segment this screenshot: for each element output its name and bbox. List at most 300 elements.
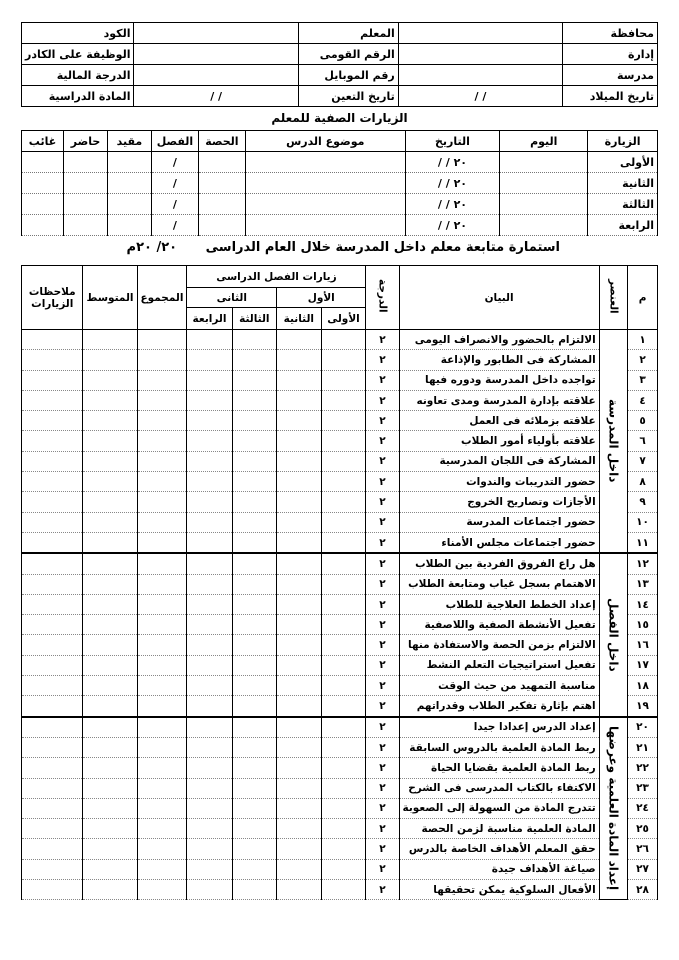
row-number: ٥ xyxy=(628,411,658,431)
row-statement: تفعيل الأنشطة الصفية واللاصفية xyxy=(399,615,599,635)
score-cell xyxy=(187,717,232,738)
score-cell xyxy=(277,390,322,410)
evaluation-row xyxy=(22,778,658,798)
evaluation-row xyxy=(22,758,658,778)
score-cell xyxy=(277,350,322,370)
evaluation-row xyxy=(22,717,658,738)
score-cell xyxy=(187,411,232,431)
row-grade: ٢ xyxy=(366,880,399,900)
visit-present xyxy=(64,173,108,194)
row-statement: المادة العلمية مناسبة لزمن الحصة xyxy=(399,819,599,839)
score-cell xyxy=(277,696,322,717)
evaluation-row xyxy=(22,472,658,492)
header-label: محافظة xyxy=(563,23,658,44)
evaluation-row xyxy=(22,798,658,818)
row-number: ١٥ xyxy=(628,615,658,635)
score-cell xyxy=(187,431,232,451)
score-cell xyxy=(321,512,366,532)
score-cell xyxy=(232,492,277,512)
score-cell xyxy=(83,574,137,594)
score-cell xyxy=(22,431,83,451)
header-row xyxy=(22,44,658,65)
score-cell xyxy=(137,717,187,738)
row-statement: الأفعال السلوكية يمكن تحقيقها xyxy=(399,880,599,900)
score-cell xyxy=(187,574,232,594)
score-cell xyxy=(187,594,232,614)
visit-day xyxy=(500,194,588,215)
score-cell xyxy=(83,472,137,492)
visits-col-header: التاريخ xyxy=(405,131,500,152)
score-cell xyxy=(137,532,187,553)
row-statement: علاقته بإدارة المدرسة ومدى تعاونه xyxy=(399,390,599,410)
header-label: المعلم xyxy=(298,23,398,44)
row-grade: ٢ xyxy=(366,615,399,635)
row-grade: ٢ xyxy=(366,492,399,512)
col-total: المجموع xyxy=(137,266,187,330)
evaluation-row xyxy=(22,512,658,532)
score-cell xyxy=(277,655,322,675)
score-cell xyxy=(22,472,83,492)
score-cell xyxy=(277,615,322,635)
score-cell xyxy=(22,411,83,431)
score-cell xyxy=(232,859,277,879)
score-cell xyxy=(187,532,232,553)
score-cell xyxy=(83,758,137,778)
score-cell xyxy=(137,798,187,818)
col-second-term: الثانى xyxy=(187,288,277,308)
score-cell xyxy=(83,859,137,879)
evaluation-row xyxy=(22,859,658,879)
visit-present xyxy=(64,215,108,236)
score-cell xyxy=(187,492,232,512)
score-cell xyxy=(187,676,232,696)
score-cell xyxy=(321,839,366,859)
score-cell xyxy=(277,370,322,390)
score-cell xyxy=(187,778,232,798)
score-cell xyxy=(232,778,277,798)
row-statement: حضور التدريبات والندوات xyxy=(399,472,599,492)
row-number: ١٩ xyxy=(628,696,658,717)
col-statement: البيان xyxy=(399,266,599,330)
row-number: ٢٦ xyxy=(628,839,658,859)
row-grade: ٢ xyxy=(366,798,399,818)
row-number: ٨ xyxy=(628,472,658,492)
row-grade: ٢ xyxy=(366,839,399,859)
evaluation-row xyxy=(22,737,658,757)
score-cell xyxy=(137,819,187,839)
visit-enrolled xyxy=(107,173,151,194)
score-cell xyxy=(321,778,366,798)
score-cell xyxy=(232,717,277,738)
visit-day xyxy=(500,215,588,236)
score-cell xyxy=(187,615,232,635)
score-cell xyxy=(321,594,366,614)
score-cell xyxy=(321,431,366,451)
visit-topic xyxy=(245,152,405,173)
score-cell xyxy=(277,512,322,532)
row-statement: علاقته بأولياء أمور الطلاب xyxy=(399,431,599,451)
score-cell xyxy=(321,655,366,675)
row-grade: ٢ xyxy=(366,655,399,675)
evaluation-row xyxy=(22,819,658,839)
score-cell xyxy=(277,492,322,512)
score-cell xyxy=(83,737,137,757)
score-cell xyxy=(321,615,366,635)
evaluation-row xyxy=(22,411,658,431)
score-cell xyxy=(321,737,366,757)
row-statement: اهتم بإثارة تفكير الطلاب وقدراتهم xyxy=(399,696,599,717)
score-cell xyxy=(277,635,322,655)
row-statement: مناسبة التمهيد من حيث الوقت xyxy=(399,676,599,696)
score-cell xyxy=(321,798,366,818)
row-grade: ٢ xyxy=(366,553,399,574)
score-cell xyxy=(22,553,83,574)
score-cell xyxy=(187,655,232,675)
score-cell xyxy=(187,635,232,655)
header-field xyxy=(398,65,562,86)
row-number: ١٤ xyxy=(628,594,658,614)
visit-name: الأولى xyxy=(588,152,658,173)
evaluation-row xyxy=(22,370,658,390)
score-cell xyxy=(232,553,277,574)
visits-col-header: الحصة xyxy=(198,131,245,152)
row-number: ٢ xyxy=(628,350,658,370)
score-cell xyxy=(22,737,83,757)
score-cell xyxy=(83,431,137,451)
evaluation-row xyxy=(22,655,658,675)
score-cell xyxy=(83,451,137,471)
score-cell xyxy=(22,819,83,839)
row-grade: ٢ xyxy=(366,635,399,655)
row-grade: ٢ xyxy=(366,717,399,738)
score-cell xyxy=(277,880,322,900)
row-grade: ٢ xyxy=(366,411,399,431)
row-grade: ٢ xyxy=(366,778,399,798)
score-cell xyxy=(232,370,277,390)
score-cell xyxy=(187,370,232,390)
score-cell xyxy=(83,717,137,738)
score-cell xyxy=(321,819,366,839)
visit-class: / xyxy=(151,152,198,173)
visit-present xyxy=(64,152,108,173)
score-cell xyxy=(187,819,232,839)
score-cell xyxy=(232,594,277,614)
score-cell xyxy=(83,532,137,553)
evaluation-row xyxy=(22,350,658,370)
score-cell xyxy=(83,411,137,431)
score-cell xyxy=(232,532,277,553)
visit-date: ٢٠ / / xyxy=(405,194,500,215)
score-cell xyxy=(277,431,322,451)
col-number: م xyxy=(628,266,658,330)
header-label: الدرجة المالية xyxy=(22,65,134,86)
score-cell xyxy=(187,839,232,859)
score-cell xyxy=(232,635,277,655)
visits-row xyxy=(22,194,658,215)
score-cell xyxy=(187,350,232,370)
score-cell xyxy=(277,839,322,859)
score-cell xyxy=(321,880,366,900)
visits-row xyxy=(22,152,658,173)
row-statement: علاقته بزملائه فى العمل xyxy=(399,411,599,431)
row-number: ٢١ xyxy=(628,737,658,757)
score-cell xyxy=(232,798,277,818)
score-cell xyxy=(277,330,322,350)
score-cell xyxy=(22,594,83,614)
visit-enrolled xyxy=(107,194,151,215)
score-cell xyxy=(321,553,366,574)
visits-col-header: الزيارة xyxy=(588,131,658,152)
visits-col-header: موضوع الدرس xyxy=(245,131,405,152)
evaluation-row xyxy=(22,594,658,614)
col-notes: ملاحظات الزيارات xyxy=(22,266,83,330)
score-cell xyxy=(22,330,83,350)
visit-name: الرابعة xyxy=(588,215,658,236)
score-cell xyxy=(22,574,83,594)
score-cell xyxy=(83,676,137,696)
score-cell xyxy=(321,532,366,553)
visit-absent xyxy=(22,215,64,236)
row-statement: ربط المادة العلمية بقضايا الحياة xyxy=(399,758,599,778)
score-cell xyxy=(321,451,366,471)
score-cell xyxy=(187,880,232,900)
visits-row xyxy=(22,215,658,236)
visit-date: ٢٠ / / xyxy=(405,173,500,194)
col-average: المتوسط xyxy=(83,266,137,330)
header-label: المادة الدراسية xyxy=(22,86,134,107)
teacher-info-table xyxy=(21,22,658,107)
row-grade: ٢ xyxy=(366,330,399,350)
row-number: ٧ xyxy=(628,451,658,471)
header-field xyxy=(134,65,298,86)
score-cell xyxy=(187,451,232,471)
header-label: إدارة xyxy=(563,44,658,65)
score-cell xyxy=(22,676,83,696)
row-statement: هل راع الفروق الفردية بين الطلاب xyxy=(399,553,599,574)
visits-col-header: اليوم xyxy=(500,131,588,152)
score-cell xyxy=(321,411,366,431)
score-cell xyxy=(277,798,322,818)
evaluation-row xyxy=(22,676,658,696)
score-cell xyxy=(321,330,366,350)
score-cell xyxy=(321,696,366,717)
score-cell xyxy=(22,839,83,859)
score-cell xyxy=(137,472,187,492)
score-cell xyxy=(137,390,187,410)
score-cell xyxy=(277,532,322,553)
visits-row xyxy=(22,173,658,194)
score-cell xyxy=(321,370,366,390)
visit-absent xyxy=(22,194,64,215)
score-cell xyxy=(321,350,366,370)
row-grade: ٢ xyxy=(366,758,399,778)
score-cell xyxy=(321,390,366,410)
visit-absent xyxy=(22,173,64,194)
visit-period xyxy=(198,215,245,236)
row-statement: تفعيل استراتيجيات التعلم النشط xyxy=(399,655,599,675)
row-grade: ٢ xyxy=(366,370,399,390)
header-label: تاريخ التعين xyxy=(298,86,398,107)
visits-col-header: غائب xyxy=(22,131,64,152)
score-cell xyxy=(321,676,366,696)
visit-name: الثالثة xyxy=(588,194,658,215)
score-cell xyxy=(83,839,137,859)
score-cell xyxy=(22,451,83,471)
visit-class: / xyxy=(151,173,198,194)
score-cell xyxy=(137,492,187,512)
form-title-text: استمارة متابعة معلم داخل المدرسة خلال العام الدراسى xyxy=(205,240,560,255)
score-cell xyxy=(277,758,322,778)
score-cell xyxy=(137,737,187,757)
row-number: ٩ xyxy=(628,492,658,512)
row-grade: ٢ xyxy=(366,594,399,614)
score-cell xyxy=(321,472,366,492)
header-label: الوظيفة على الكادر xyxy=(22,44,134,65)
score-cell xyxy=(22,350,83,370)
visit-day xyxy=(500,173,588,194)
score-cell xyxy=(83,635,137,655)
header-label: الرقم القومى xyxy=(298,44,398,65)
row-grade: ٢ xyxy=(366,819,399,839)
col-element: العنصر xyxy=(599,266,627,330)
evaluation-table xyxy=(21,265,658,900)
score-cell xyxy=(321,492,366,512)
score-cell xyxy=(22,635,83,655)
visit-enrolled xyxy=(107,152,151,173)
score-cell xyxy=(22,798,83,818)
evaluation-row xyxy=(22,451,658,471)
row-grade: ٢ xyxy=(366,512,399,532)
score-cell xyxy=(277,594,322,614)
score-cell xyxy=(277,819,322,839)
evaluation-row xyxy=(22,635,658,655)
score-cell xyxy=(22,370,83,390)
score-cell xyxy=(187,512,232,532)
score-cell xyxy=(137,859,187,879)
col-visit-3: الثالثة xyxy=(232,308,277,330)
header-row xyxy=(22,65,658,86)
score-cell xyxy=(277,778,322,798)
score-cell xyxy=(22,859,83,879)
evaluation-row xyxy=(22,880,658,900)
col-visit-4: الرابعة xyxy=(187,308,232,330)
score-cell xyxy=(321,859,366,879)
row-grade: ٢ xyxy=(366,737,399,757)
score-cell xyxy=(137,594,187,614)
score-cell xyxy=(232,350,277,370)
visits-col-header: مقيد xyxy=(107,131,151,152)
row-number: ٢٥ xyxy=(628,819,658,839)
score-cell xyxy=(232,472,277,492)
visit-topic xyxy=(245,194,405,215)
row-statement: صياغة الأهداف جيدة xyxy=(399,859,599,879)
score-cell xyxy=(22,758,83,778)
score-cell xyxy=(83,778,137,798)
evaluation-row xyxy=(22,615,658,635)
element-group-label: داخل المدرسة xyxy=(599,330,627,554)
score-cell xyxy=(187,472,232,492)
score-cell xyxy=(83,819,137,839)
header-label: الكود xyxy=(22,23,134,44)
row-statement: حقق المعلم الأهداف الخاصة بالدرس xyxy=(399,839,599,859)
score-cell xyxy=(137,512,187,532)
row-statement: الالتزام بالحضور والانصراف اليومى xyxy=(399,330,599,350)
score-cell xyxy=(83,350,137,370)
row-grade: ٢ xyxy=(366,350,399,370)
academic-year: ٢٠/ ٢٠م xyxy=(126,240,178,255)
score-cell xyxy=(232,676,277,696)
evaluation-row xyxy=(22,390,658,410)
score-cell xyxy=(83,370,137,390)
row-statement: إعداد الدرس إعدادا جيدا xyxy=(399,717,599,738)
row-grade: ٢ xyxy=(366,574,399,594)
visit-absent xyxy=(22,152,64,173)
evaluation-row xyxy=(22,553,658,574)
row-number: ٢٣ xyxy=(628,778,658,798)
score-cell xyxy=(137,635,187,655)
score-cell xyxy=(83,330,137,350)
visit-class: / xyxy=(151,215,198,236)
evaluation-row xyxy=(22,839,658,859)
score-cell xyxy=(137,696,187,717)
score-cell xyxy=(137,758,187,778)
visit-topic xyxy=(245,215,405,236)
visit-topic xyxy=(245,173,405,194)
score-cell xyxy=(83,798,137,818)
col-visit-1: الأولى xyxy=(321,308,366,330)
score-cell xyxy=(232,615,277,635)
score-cell xyxy=(22,696,83,717)
score-cell xyxy=(187,859,232,879)
visit-name: الثانية xyxy=(588,173,658,194)
row-number: ٢٨ xyxy=(628,880,658,900)
score-cell xyxy=(137,330,187,350)
col-grade: الدرجة xyxy=(366,266,399,330)
visit-enrolled xyxy=(107,215,151,236)
row-number: ١٠ xyxy=(628,512,658,532)
row-statement: الأجازات وتصاريح الخروج xyxy=(399,492,599,512)
score-cell xyxy=(321,758,366,778)
row-statement: المشاركة فى الطابور والإذاعة xyxy=(399,350,599,370)
header-label: رقم الموبايل xyxy=(298,65,398,86)
score-cell xyxy=(137,411,187,431)
form-title xyxy=(120,240,560,255)
row-statement: الاكتفاء بالكتاب المدرسى فى الشرح xyxy=(399,778,599,798)
visit-date: ٢٠ / / xyxy=(405,215,500,236)
visit-present xyxy=(64,194,108,215)
score-cell xyxy=(22,390,83,410)
score-cell xyxy=(137,839,187,859)
col-first-term: الأول xyxy=(277,288,366,308)
row-statement: المشاركة فى اللجان المدرسية xyxy=(399,451,599,471)
score-cell xyxy=(232,431,277,451)
score-cell xyxy=(187,798,232,818)
score-cell xyxy=(232,880,277,900)
score-cell xyxy=(277,472,322,492)
score-cell xyxy=(137,880,187,900)
row-number: ٢٢ xyxy=(628,758,658,778)
row-number: ٣ xyxy=(628,370,658,390)
score-cell xyxy=(187,390,232,410)
header-label: مدرسة xyxy=(563,65,658,86)
score-cell xyxy=(187,330,232,350)
element-group-label: داخل الفصل xyxy=(599,553,627,716)
score-cell xyxy=(187,758,232,778)
score-cell xyxy=(137,431,187,451)
score-cell xyxy=(83,512,137,532)
score-cell xyxy=(137,553,187,574)
row-number: ١ xyxy=(628,330,658,350)
